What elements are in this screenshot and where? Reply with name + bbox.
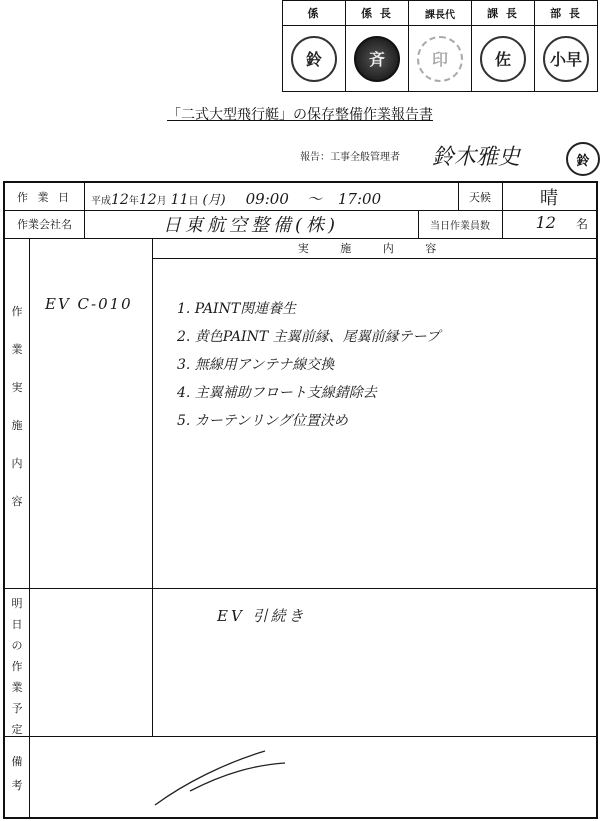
approval-stamp-table	[282, 0, 598, 92]
approval-header: 部 長	[535, 1, 597, 26]
document-title: 「二式大型飛行艇」の保存整備作業報告書	[167, 107, 433, 123]
workers-value: 12 名	[535, 213, 588, 232]
approval-header: 係	[283, 1, 345, 26]
reporter-seal: 鈴	[566, 142, 600, 176]
approval-stamp: 小早	[543, 36, 589, 82]
reporter-name: 鈴木雅史	[432, 145, 521, 170]
implementation-section-label: 作 業 実 施 内 容	[11, 305, 23, 508]
approval-header: 課 長	[472, 1, 534, 26]
list-item: 4. 主翼補助フロート支線錆除去	[177, 385, 377, 401]
list-item: 5. カーテンリング位置決め	[177, 413, 348, 429]
work-date-label: 作 業 日	[17, 190, 72, 204]
approval-header: 課長代	[409, 1, 471, 26]
company-label: 作業会社名	[17, 218, 72, 231]
remarks-section-label: 備 考	[11, 755, 23, 792]
approval-col-2	[345, 1, 408, 91]
approval-col-4	[471, 1, 534, 91]
approval-stamp: 佐	[480, 36, 526, 82]
weather-label: 天候	[469, 190, 491, 204]
implementation-header: 実 施 内 容	[297, 242, 451, 255]
report-form	[3, 181, 598, 819]
work-code: EV C-010	[45, 295, 133, 313]
approval-col-1	[283, 1, 345, 91]
tomorrow-note: EV 引続き	[217, 607, 307, 625]
list-item: 1. PAINT関連養生	[177, 301, 297, 317]
list-item: 3. 無線用アンテナ線交換	[177, 357, 335, 373]
approval-stamp: 斉	[354, 36, 400, 82]
approval-header: 係 長	[346, 1, 408, 26]
signature-scribble	[145, 743, 305, 813]
reporter-label: 報告：工事全般管理者	[300, 152, 400, 163]
implementation-list	[177, 295, 440, 435]
weather-value: 晴	[540, 187, 558, 209]
workers-label: 当日作業員数	[430, 220, 490, 232]
tomorrow-section-label: 明 日 の 作 業 予 定	[11, 597, 23, 736]
approval-col-3	[408, 1, 471, 91]
approval-stamp: 印	[417, 36, 463, 82]
approval-col-5	[534, 1, 597, 91]
company-value: 日東航空整備(株)	[162, 215, 340, 236]
work-date-value: 平成 12 年 12 月 11 日 (月) 09:00 〜 17:00	[91, 190, 382, 208]
approval-stamp: 鈴	[291, 36, 337, 82]
list-item: 2. 黄色PAINT 主翼前縁、尾翼前縁テープ	[177, 329, 440, 345]
